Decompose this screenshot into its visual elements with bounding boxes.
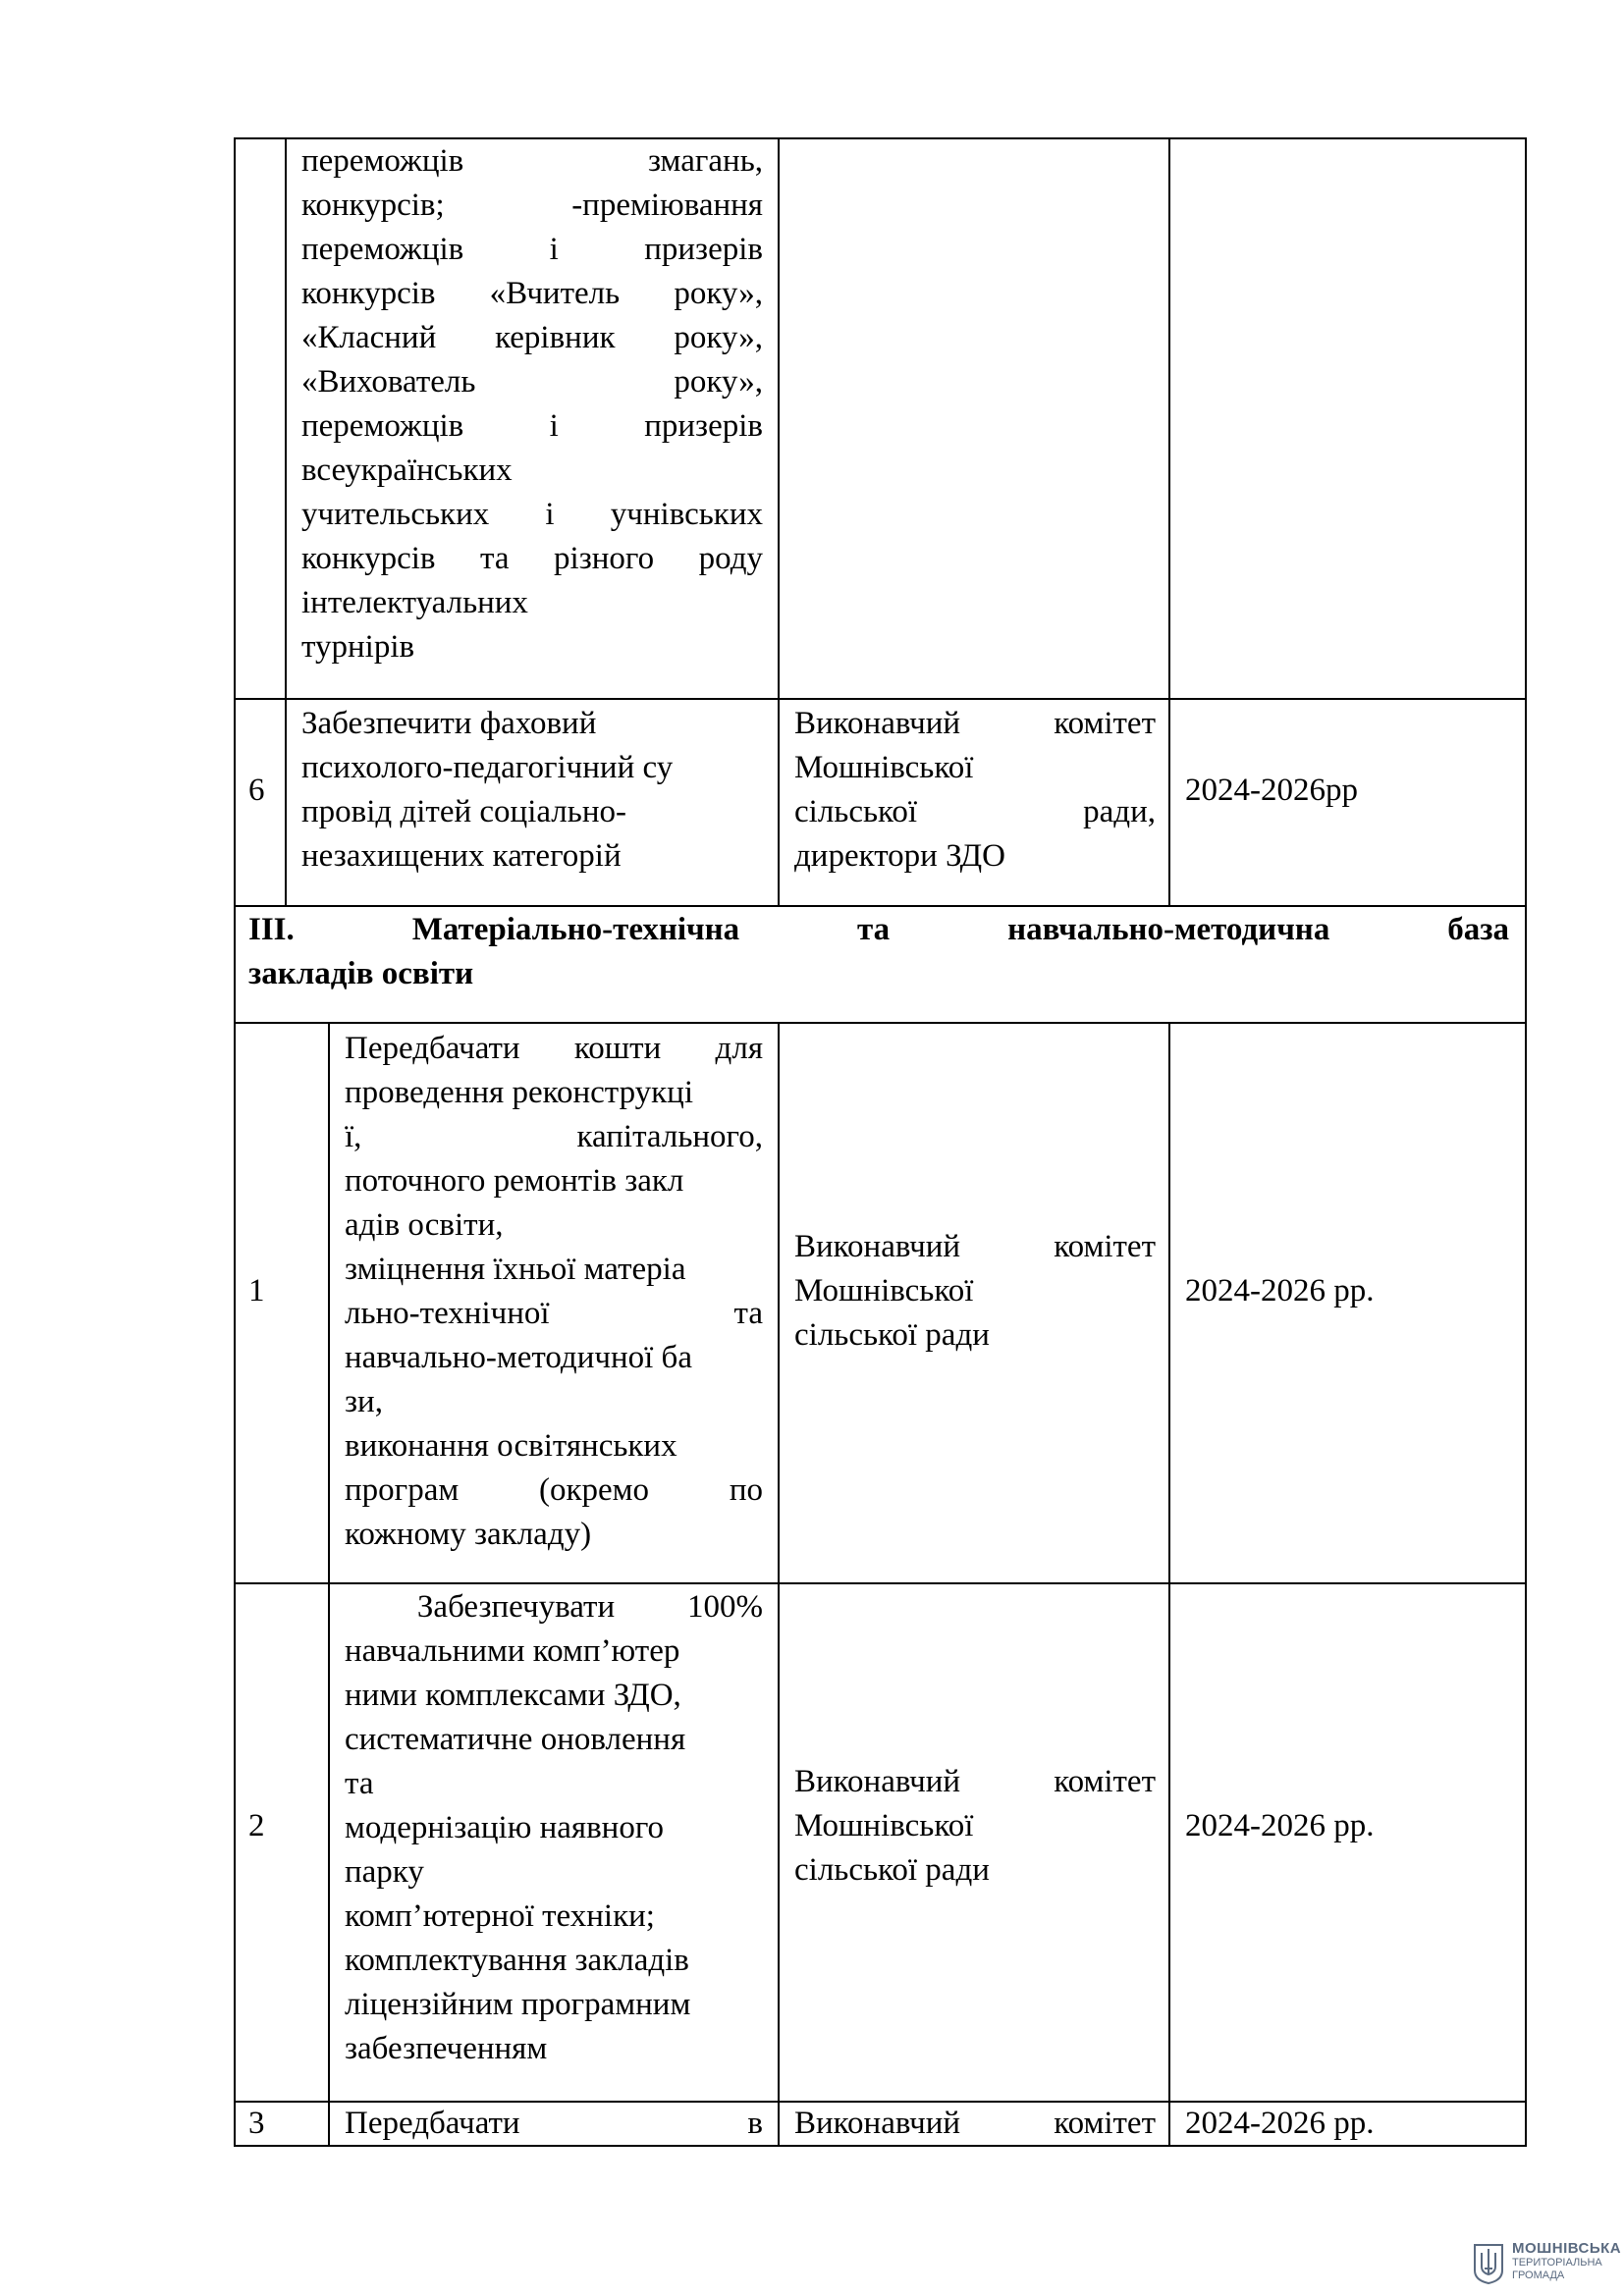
task-text-line: Передбачати в xyxy=(345,2106,763,2141)
executor-text-line: сільської ради xyxy=(794,1852,990,1888)
task-text-line: конкурсів «Вчитель року», xyxy=(301,276,763,311)
executor-text-line: Мошнівської xyxy=(794,1273,974,1308)
task-text-line: модернізацію наявного xyxy=(345,1810,665,1845)
executor-text-line: Мошнівської xyxy=(794,750,974,785)
task-text-line: «Класний керівник року», xyxy=(301,320,763,355)
row-number: 6 xyxy=(248,773,265,808)
col-border xyxy=(234,137,236,2147)
col-border xyxy=(285,137,287,906)
task-text-line: ними комплексами ЗДО, xyxy=(345,1678,681,1713)
task-text-line: навчальними комп’ютер xyxy=(345,1633,680,1669)
row-border xyxy=(234,1582,1527,1584)
task-text-line: всеукраїнських xyxy=(301,453,513,488)
row-border xyxy=(234,698,1527,700)
row-border xyxy=(234,905,1527,907)
executor-text-line: директори ЗДО xyxy=(794,838,1005,874)
task-text-line: Передбачати кошти для xyxy=(345,1031,763,1066)
term-text: 2024-2026 рр. xyxy=(1185,1273,1375,1308)
row-number: 1 xyxy=(248,1273,265,1308)
executor-text-line: Мошнівської xyxy=(794,1808,974,1843)
col-border xyxy=(328,1022,330,2147)
executor-text-line: Виконавчий комітет xyxy=(794,1229,1156,1264)
task-text-line: психолого-педагогічний су xyxy=(301,750,674,785)
task-text-line: інтелектуальних xyxy=(301,585,528,620)
executor-text-line: Виконавчий комітет xyxy=(794,706,1156,741)
task-text-line: «Вихователь року», xyxy=(301,364,763,400)
col-border xyxy=(778,1022,780,2147)
col-border xyxy=(1525,137,1527,2147)
logo-line: ГРОМАДА xyxy=(1512,2269,1565,2281)
col-border xyxy=(1168,137,1170,906)
logo-line: ТЕРИТОРІАЛЬНА xyxy=(1512,2257,1602,2269)
section-title-line: ІІІ. Матеріально-технічна та навчально-методична база xyxy=(248,912,1509,947)
task-text-line: переможців змагань, xyxy=(301,143,763,179)
task-text-line: провід дітей соціально- xyxy=(301,794,626,829)
community-logo xyxy=(1473,2240,1620,2285)
task-text-line: Забезпечити фаховий xyxy=(301,706,597,741)
task-text-line: комп’ютерної техніки; xyxy=(345,1898,655,1934)
task-text-line: проведення реконструкці xyxy=(345,1075,694,1110)
task-text-line: систематичне оновлення xyxy=(345,1722,686,1757)
section-title-line: закладів освіти xyxy=(248,956,474,991)
executor-text-line: Виконавчий комітет xyxy=(794,2106,1156,2141)
task-text-line: зміцнення їхньої матеріа xyxy=(345,1252,686,1287)
term-text: 2024-2026рр xyxy=(1185,773,1358,808)
row-number: 2 xyxy=(248,1808,265,1843)
task-text-line: адів освіти, xyxy=(345,1207,504,1243)
col-border xyxy=(1168,1022,1170,2147)
task-text-line: незахищених категорій xyxy=(301,838,622,874)
task-text-line: Забезпечувати 100% xyxy=(345,1589,763,1625)
executor-text-line: сільської ради, xyxy=(794,794,1156,829)
term-text: 2024-2026 рр. xyxy=(1185,1808,1375,1843)
executor-text-line: Виконавчий комітет xyxy=(794,1764,1156,1799)
task-text-line: ї, капітального, xyxy=(345,1119,763,1154)
col-border xyxy=(778,137,780,906)
task-text-line: забезпеченням xyxy=(345,2031,548,2066)
task-text-line: зи, xyxy=(345,1384,383,1419)
task-text-line: виконання освітянських xyxy=(345,1428,677,1464)
task-text-line: парку xyxy=(345,1854,424,1890)
task-text-line: та xyxy=(345,1766,374,1801)
task-text-line: учительських і учнівських xyxy=(301,497,763,532)
logo-line: МОШНІВСЬКА xyxy=(1512,2240,1622,2257)
task-text-line: ліцензійним програмним xyxy=(345,1987,691,2022)
task-text-line: поточного ремонтів закл xyxy=(345,1163,684,1199)
task-text-line: конкурсів та різного роду xyxy=(301,541,763,576)
task-text-line: програм (окремо по xyxy=(345,1472,763,1508)
task-text-line: конкурсів; -преміювання xyxy=(301,187,763,223)
term-text: 2024-2026 рр. xyxy=(1185,2106,1375,2141)
task-text-line: переможців і призерів xyxy=(301,232,763,267)
task-text-line: переможців і призерів xyxy=(301,408,763,444)
row-number: 3 xyxy=(248,2106,265,2141)
row-border xyxy=(234,1022,1527,1024)
task-text-line: льно-технічної та xyxy=(345,1296,763,1331)
task-text-line: навчально-методичної ба xyxy=(345,1340,692,1375)
task-text-line: кожному закладу) xyxy=(345,1517,592,1552)
task-text-line: комплектування закладів xyxy=(345,1943,689,1978)
executor-text-line: сільської ради xyxy=(794,1317,990,1353)
task-text-line: турнірів xyxy=(301,629,415,665)
trident-icon xyxy=(1473,2241,1504,2284)
